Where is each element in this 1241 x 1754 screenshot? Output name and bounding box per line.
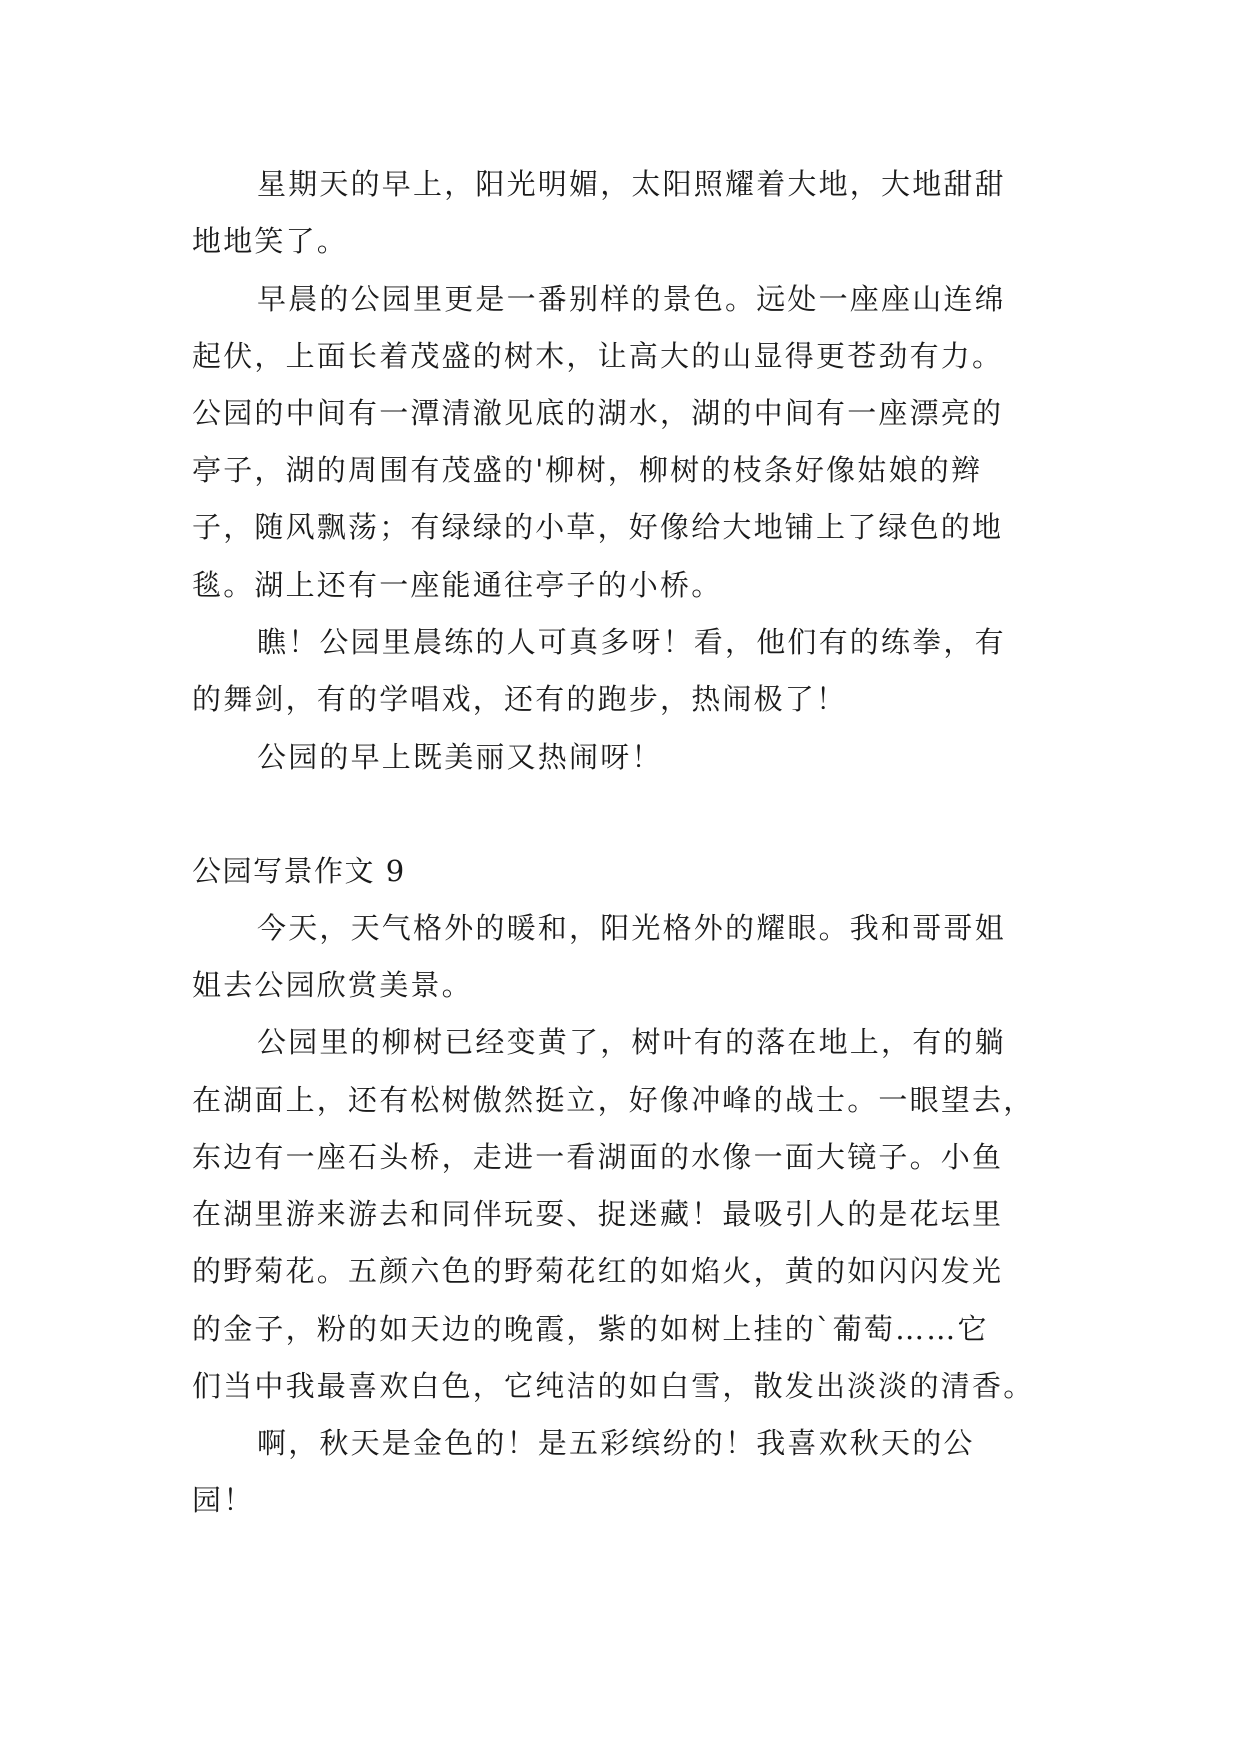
paragraph-line: 公园的早上既美丽又热闹呀！ (257, 740, 663, 774)
paragraph-line: 园！ (192, 1483, 255, 1517)
paragraph-line: 在湖里游来游去和同伴玩耍、捉迷藏！最吸引人的是花坛里 (192, 1197, 1004, 1231)
paragraph-line: 早晨的公园里更是一番别样的景色。远处一座座山连绵 (257, 282, 1006, 316)
paragraph-line: 的野菊花。五颜六色的野菊花红的如焰火，黄的如闪闪发光 (192, 1254, 1004, 1288)
paragraph-line: 啊，秋天是金色的！是五彩缤纷的！我喜欢秋天的公 (257, 1426, 975, 1460)
paragraph-line: 的金子，粉的如天边的晚霞，紫的如树上挂的`葡萄……它 (192, 1312, 989, 1346)
paragraph-line: 东边有一座石头桥，走进一看湖面的水像一面大镜子。小鱼 (192, 1140, 1004, 1174)
paragraph-line: 在湖面上，还有松树傲然挺立，好像冲峰的战士。一眼望去， (192, 1083, 1035, 1117)
paragraph-line: 毯。湖上还有一座能通往亭子的小桥。 (192, 568, 723, 602)
paragraph-line: 星期天的早上，阳光明媚，太阳照耀着大地，大地甜甜 (257, 167, 1006, 201)
section-title: 公园写景作文 9 (192, 854, 406, 888)
paragraph-line: 今天，天气格外的暖和，阳光格外的耀眼。我和哥哥姐 (257, 911, 1006, 945)
paragraph-line: 们当中我最喜欢白色，它纯洁的如白雪，散发出淡淡的清香。 (192, 1369, 1035, 1403)
paragraph-line: 公园的中间有一潭清澈见底的湖水，湖的中间有一座漂亮的 (192, 396, 1004, 430)
paragraph-line: 公园里的柳树已经变黄了，树叶有的落在地上，有的躺 (257, 1025, 1006, 1059)
paragraph-line: 亭子，湖的周围有茂盛的'柳树，柳树的枝条好像姑娘的辫 (192, 453, 983, 487)
paragraph-line: 的舞剑，有的学唱戏，还有的跑步，热闹极了！ (192, 682, 848, 716)
paragraph-line: 起伏，上面长着茂盛的树木，让高大的山显得更苍劲有力。 (192, 339, 1004, 373)
paragraph-line: 子，随风飘荡；有绿绿的小草，好像给大地铺上了绿色的地 (192, 510, 1004, 544)
paragraph-line: 姐去公园欣赏美景。 (192, 968, 473, 1002)
paragraph-line: 瞧！公园里晨练的人可真多呀！看，他们有的练拳，有 (257, 625, 1006, 659)
paragraph-line: 地地笑了。 (192, 224, 349, 258)
